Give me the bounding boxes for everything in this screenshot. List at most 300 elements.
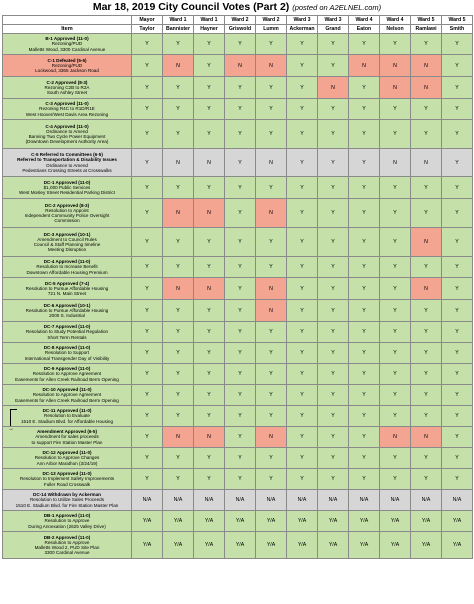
- vote-cell: Y: [287, 343, 318, 364]
- vote-cell: Y: [132, 406, 163, 427]
- item-cell: [3, 448, 132, 469]
- table-row: [3, 177, 473, 199]
- vote-cell: Y: [132, 427, 163, 448]
- vote-cell: Y/A: [442, 511, 473, 532]
- item-title: DC-6 Approved (10-1): [43, 302, 91, 308]
- table-row: [3, 300, 473, 322]
- item-title: DC-4 Approved (11-0): [43, 259, 91, 265]
- vote-cell: Y/A: [256, 511, 287, 532]
- vote-cell: Y: [349, 278, 380, 300]
- vote-cell: Y: [256, 385, 287, 406]
- vote-cell: Y: [318, 149, 349, 177]
- vote-cell: Y: [349, 34, 380, 55]
- vote-cell: Y: [318, 278, 349, 300]
- vote-cell: Y: [318, 177, 349, 199]
- vote-cell: Y: [349, 385, 380, 406]
- item-title: DC-13 Approved (11-0): [42, 471, 92, 477]
- vote-cell: Y: [287, 55, 318, 77]
- header-group-row: [3, 16, 473, 25]
- vote-cell: Y: [287, 322, 318, 343]
- vote-cell: N: [194, 199, 225, 228]
- vote-cell: Y: [163, 228, 194, 257]
- vote-cell: Y: [349, 99, 380, 120]
- vote-cell: N: [411, 228, 442, 257]
- item-description: Resolution to Pursue Affordable Housing: [25, 285, 109, 291]
- vote-cell: Y: [442, 120, 473, 149]
- vote-cell: Y: [318, 257, 349, 278]
- item-description: Resolution to Increase Benefit: [36, 264, 98, 270]
- vote-cell: Y: [380, 448, 411, 469]
- vote-cell: N: [194, 427, 225, 448]
- item-title: C-4 Approved (11-0): [45, 123, 89, 129]
- item-cell: [3, 55, 132, 77]
- header-member-name: Hayner: [194, 25, 225, 34]
- vote-cell: Y: [287, 199, 318, 228]
- table-row: [3, 34, 473, 55]
- vote-cell: N: [380, 427, 411, 448]
- vote-cell: Y: [194, 385, 225, 406]
- vote-cell: Y/A: [380, 532, 411, 559]
- item-description: 1510 E. Stadium Blvd. for Affordable Housing: [20, 418, 114, 424]
- vote-cell: Y/A: [380, 511, 411, 532]
- vote-cell: Y: [318, 427, 349, 448]
- vote-cell: Y: [442, 300, 473, 322]
- vote-cell: Y: [442, 177, 473, 199]
- vote-cell: Y/A: [349, 532, 380, 559]
- vote-cell: Y: [132, 300, 163, 322]
- vote-cell: Y: [256, 448, 287, 469]
- item-description: Ann Arbor Marathon (3/24/19): [36, 460, 98, 466]
- vote-cell: Y: [194, 406, 225, 427]
- item-description: Independent Community Police Oversight: [24, 213, 110, 218]
- vote-cell: Y: [442, 322, 473, 343]
- vote-cell: Y: [225, 364, 256, 385]
- header-member-name: Ramlawi: [411, 25, 442, 34]
- item-description: Rezoning/PUD: [51, 62, 83, 68]
- vote-cell: Y: [194, 120, 225, 149]
- item-description: Ordinance to Amend: [46, 162, 88, 168]
- vote-cell: Y: [256, 343, 287, 364]
- vote-cell: Y: [194, 99, 225, 120]
- vote-cell: Y: [349, 406, 380, 427]
- item-description: Amendment for sales proceeds: [35, 434, 99, 440]
- item-description: Downtown Affordable Housing Premium: [26, 269, 108, 275]
- vote-cell: Y: [442, 34, 473, 55]
- item-description: Meeting Disruption: [47, 247, 87, 253]
- vote-cell: Y: [442, 199, 473, 228]
- item-description: Resolution to Evaluate: [44, 413, 90, 419]
- vote-cell: Y/A: [132, 532, 163, 559]
- vote-cell: Y: [163, 385, 194, 406]
- vote-cell: Y: [380, 469, 411, 490]
- vote-cell: Y: [132, 177, 163, 199]
- vote-cell: Y: [411, 34, 442, 55]
- item-title: Amendment Approved (6-5): [36, 429, 98, 435]
- vote-cell: Y: [318, 469, 349, 490]
- item-cell: [3, 406, 132, 427]
- item-title: DC-14 Withdrawn by Ackerman: [33, 492, 101, 498]
- vote-cell: Y/A: [287, 511, 318, 532]
- vote-cell: Y: [380, 364, 411, 385]
- vote-cell: Y: [256, 469, 287, 490]
- vote-cell: Y: [163, 300, 194, 322]
- vote-cell: Y: [411, 385, 442, 406]
- vote-cell: Y: [163, 406, 194, 427]
- item-title: DC-5 Approved (7-4): [44, 280, 90, 286]
- vote-cell: Y/A: [442, 532, 473, 559]
- header-member-name: Grand: [318, 25, 349, 34]
- vote-cell: Y: [225, 448, 256, 469]
- item-title: DC-8 Approved (11-0): [43, 345, 91, 351]
- vote-cell: Y: [194, 343, 225, 364]
- vote-cell: Y: [194, 448, 225, 469]
- header-item: Item: [3, 25, 132, 34]
- vote-cell: Y: [132, 322, 163, 343]
- vote-cell: Y: [163, 469, 194, 490]
- title-source: (posted on A2ELNEL.com): [292, 3, 382, 12]
- vote-cell: Y: [225, 300, 256, 322]
- item-description: 3300 Cardinal Avenue: [44, 550, 90, 556]
- vote-cell: Y/A: [225, 532, 256, 559]
- vote-cell: Y: [132, 228, 163, 257]
- vote-cell: Y: [132, 278, 163, 300]
- vote-cell: N: [163, 149, 194, 177]
- item-description: Resolution to Pursue Affordable Housing: [25, 307, 109, 313]
- vote-cell: Y: [318, 448, 349, 469]
- vote-cell: Y: [194, 469, 225, 490]
- vote-cell: Y: [132, 448, 163, 469]
- vote-cell: Y: [194, 322, 225, 343]
- vote-cell: Y: [349, 448, 380, 469]
- item-cell: [3, 199, 132, 228]
- vote-cell: Y: [132, 77, 163, 99]
- vote-cell: Y: [349, 322, 380, 343]
- bracket-line: [10, 409, 17, 427]
- vote-cell: Y: [442, 99, 473, 120]
- vote-cell: Y: [287, 406, 318, 427]
- item-description: Amendment to Council Rules: [37, 236, 97, 242]
- header-ward: Ward 2: [256, 16, 287, 25]
- vote-cell: Y: [287, 257, 318, 278]
- vote-cell: Y: [318, 406, 349, 427]
- vote-cell: Y: [225, 257, 256, 278]
- vote-cell: N: [163, 278, 194, 300]
- vote-cell: Y: [411, 257, 442, 278]
- vote-cell: Y: [411, 322, 442, 343]
- vote-cell: Y: [349, 177, 380, 199]
- vote-cell: Y: [318, 364, 349, 385]
- table-row: [3, 278, 473, 300]
- table-row: [3, 228, 473, 257]
- vote-cell: Y: [256, 177, 287, 199]
- vote-cell: Y: [349, 77, 380, 99]
- table-row: [3, 364, 473, 385]
- item-cell: [3, 343, 132, 364]
- item-title: DC-9 Approved (11-0): [43, 366, 91, 372]
- vote-cell: N: [411, 278, 442, 300]
- table-row: [3, 120, 473, 149]
- item-cell: [3, 300, 132, 322]
- vote-cell: Y: [349, 257, 380, 278]
- header-ward: Ward 4: [349, 16, 380, 25]
- item-description: Rezoning C2B to R2A: [44, 84, 90, 90]
- header-ward: Ward 5: [442, 16, 473, 25]
- vote-cell: Y/A: [163, 532, 194, 559]
- vote-cell: N: [349, 55, 380, 77]
- vote-cell: Y: [225, 385, 256, 406]
- item-cell: [3, 120, 132, 149]
- item-cell: [3, 322, 132, 343]
- vote-cell: N/A: [225, 490, 256, 511]
- vote-cell: Y: [132, 55, 163, 77]
- arrow-icon: →: [8, 426, 14, 432]
- header-member-name: Ackerman: [287, 25, 318, 34]
- vote-cell: Y: [132, 343, 163, 364]
- vote-cell: N: [411, 427, 442, 448]
- header-member-name: Eaton: [349, 25, 380, 34]
- header-blank: [3, 16, 132, 25]
- vote-cell: N: [256, 278, 287, 300]
- vote-cell: Y: [349, 149, 380, 177]
- vote-cell: Y: [349, 199, 380, 228]
- vote-cell: Y: [225, 149, 256, 177]
- item-cell: [3, 228, 132, 257]
- vote-cell: Y: [380, 120, 411, 149]
- item-cell: [3, 257, 132, 278]
- vote-cell: N: [225, 55, 256, 77]
- item-title: B-1 Approved (11-0): [45, 36, 89, 42]
- table-row: [3, 469, 473, 490]
- vote-cell: Y: [442, 406, 473, 427]
- vote-cell: Y: [256, 34, 287, 55]
- vote-cell: N: [256, 427, 287, 448]
- vote-cell: N/A: [194, 490, 225, 511]
- item-title: DC-11 Approved (11-0): [42, 408, 92, 414]
- vote-cell: Y: [318, 120, 349, 149]
- vote-cell: Y: [287, 385, 318, 406]
- header-ward: Ward 1: [194, 16, 225, 25]
- vote-cell: Y: [225, 406, 256, 427]
- vote-cell: Y/A: [225, 511, 256, 532]
- vote-cell: Y: [287, 149, 318, 177]
- vote-cell: Y: [287, 228, 318, 257]
- vote-cell: Y/A: [287, 532, 318, 559]
- item-description: Resolution to Approve: [44, 539, 90, 545]
- vote-cell: Y: [132, 34, 163, 55]
- vote-cell: N: [194, 278, 225, 300]
- table-row: [3, 490, 473, 511]
- title-text: Mar 18, 2019 City Council Votes (Part 2): [92, 1, 290, 13]
- vote-cell: Y: [411, 448, 442, 469]
- vote-cell: Y/A: [194, 532, 225, 559]
- item-title: DB-1 Approved (11-0): [43, 513, 91, 519]
- vote-cell: Y: [442, 77, 473, 99]
- vote-cell: N/A: [287, 490, 318, 511]
- header-ward: Ward 1: [163, 16, 194, 25]
- item-title: DC-2 Approved (8-3): [44, 202, 90, 208]
- vote-cell: Y: [225, 469, 256, 490]
- item-cell: [3, 177, 132, 199]
- table-row: [3, 406, 473, 427]
- header-ward: Ward 4: [380, 16, 411, 25]
- item-description: Resolution to Appoint: [45, 207, 89, 213]
- vote-cell: N/A: [318, 490, 349, 511]
- vote-cell: Y: [225, 99, 256, 120]
- item-description: Ordinance to Amend: [46, 128, 88, 134]
- item-description: South Ashley Street: [46, 90, 88, 96]
- vote-cell: Y: [318, 228, 349, 257]
- vote-cell: Y/A: [132, 511, 163, 532]
- vote-cell: Y: [349, 427, 380, 448]
- header-member-name: Bannister: [163, 25, 194, 34]
- vote-cell: Y: [442, 55, 473, 77]
- item-cell: [3, 278, 132, 300]
- item-description: 2000 S. Industrial: [49, 313, 85, 319]
- vote-cell: N: [411, 77, 442, 99]
- vote-cell: Y: [411, 364, 442, 385]
- vote-cell: N: [380, 77, 411, 99]
- vote-cell: Y: [194, 364, 225, 385]
- vote-cell: Y: [349, 300, 380, 322]
- item-description: Rezoning R4C to R1D/R1E: [39, 106, 95, 112]
- item-cell: [3, 469, 132, 490]
- vote-cell: Y: [287, 34, 318, 55]
- vote-cell: Y: [318, 343, 349, 364]
- item-cell: [3, 427, 132, 448]
- vote-cell: N: [256, 300, 287, 322]
- vote-cell: Y: [411, 300, 442, 322]
- vote-cell: Y: [163, 99, 194, 120]
- vote-cell: Y: [442, 343, 473, 364]
- vote-cell: Y: [442, 427, 473, 448]
- item-description: Resolution to Approve: [44, 518, 90, 524]
- vote-cell: Y: [287, 177, 318, 199]
- item-description: $1,000 Public Services: [43, 184, 91, 190]
- vote-cell: Y: [318, 34, 349, 55]
- vote-cell: Y: [380, 99, 411, 120]
- header-member-name: Lumm: [256, 25, 287, 34]
- vote-cell: Y: [287, 77, 318, 99]
- item-cell: [3, 99, 132, 120]
- vote-cell: Y: [163, 77, 194, 99]
- item-description: International Transgender Day of Visibility: [24, 355, 110, 361]
- item-description: Short Term Rentals: [47, 334, 87, 340]
- vote-cell: Y: [380, 278, 411, 300]
- vote-cell: Y: [256, 364, 287, 385]
- item-description: Resolution to Study Potential Regulation: [25, 329, 109, 335]
- vote-cell: N/A: [411, 490, 442, 511]
- vote-cell: N: [163, 55, 194, 77]
- vote-cell: N: [380, 55, 411, 77]
- votes-table: [2, 15, 473, 559]
- vote-cell: Y: [132, 385, 163, 406]
- vote-cell: Y: [318, 199, 349, 228]
- vote-cell: N: [163, 427, 194, 448]
- vote-cell: N/A: [442, 490, 473, 511]
- item-title: DC-3 Approved (10-1): [43, 231, 91, 237]
- vote-cell: N/A: [256, 490, 287, 511]
- vote-cell: N/A: [163, 490, 194, 511]
- vote-cell: Y: [287, 278, 318, 300]
- vote-cell: Y: [442, 278, 473, 300]
- item-description: Resolution to Support: [44, 350, 90, 356]
- item-cell: [3, 149, 132, 177]
- header-ward: Mayor: [132, 16, 163, 25]
- vote-cell: Y/A: [411, 511, 442, 532]
- item-cell: [3, 511, 132, 532]
- vote-cell: Y: [163, 177, 194, 199]
- table-row: [3, 448, 473, 469]
- item-title: DC-12 Approved (11-0): [42, 450, 92, 456]
- vote-cell: Y: [163, 34, 194, 55]
- item-description: Malletts Wood, 3300 Cardinal Avenue: [28, 46, 106, 52]
- table-row: [3, 343, 473, 364]
- header-ward: Ward 5: [411, 16, 442, 25]
- vote-cell: Y: [163, 257, 194, 278]
- table-row: [3, 427, 473, 448]
- item-description: Rezoning/PUD: [51, 41, 83, 47]
- vote-cell: Y: [287, 99, 318, 120]
- vote-cell: Y: [411, 406, 442, 427]
- vote-cell: Y: [380, 406, 411, 427]
- vote-cell: Y: [225, 199, 256, 228]
- item-description: Resolution to Approve Agreement: [32, 392, 102, 398]
- item-description: Resolution to Implement Safety Improvements: [19, 476, 115, 482]
- table-row: [3, 257, 473, 278]
- item-description: 1510 E. Stadium Blvd. for Fire Station Master Plan: [15, 502, 119, 508]
- page-title: [0, 0, 474, 15]
- item-title: C-2 Approved (8-3): [46, 79, 88, 85]
- item-description: (Downtown Development Authority Area): [25, 139, 109, 145]
- item-cell: [3, 532, 132, 559]
- vote-cell: N: [163, 199, 194, 228]
- vote-cell: Y: [411, 343, 442, 364]
- vote-cell: Y: [349, 364, 380, 385]
- item-description: Fuller Road Crosswalk: [43, 481, 91, 487]
- vote-cell: Y: [225, 34, 256, 55]
- vote-cell: N: [256, 199, 287, 228]
- vote-cell: Y: [442, 469, 473, 490]
- item-description: Easements for Allen Creek Railroad Berm Opening: [15, 376, 119, 382]
- item-cell: [3, 385, 132, 406]
- vote-cell: N: [256, 55, 287, 77]
- vote-cell: Y/A: [411, 532, 442, 559]
- item-description: Malletts Wood 2, PUD Site Plan: [34, 545, 100, 550]
- table-row: [3, 99, 473, 120]
- item-description: Council & Staff Planning timeline: [33, 242, 101, 247]
- vote-cell: Y: [380, 322, 411, 343]
- vote-cell: Y/A: [256, 532, 287, 559]
- item-description: West Hoover/West Davis Area Rezoning: [25, 111, 109, 117]
- item-title-secondary: Referred to Transportation & Disability Issues: [17, 157, 117, 163]
- vote-cell: Y: [287, 469, 318, 490]
- vote-cell: Y: [256, 120, 287, 149]
- vote-cell: Y: [132, 120, 163, 149]
- item-description: Commission: [54, 218, 80, 224]
- vote-cell: Y: [349, 469, 380, 490]
- vote-cell: Y: [256, 228, 287, 257]
- vote-cell: Y: [411, 177, 442, 199]
- item-title: DC-7 Approved (11-0): [43, 324, 91, 330]
- vote-cell: N/A: [349, 490, 380, 511]
- vote-cell: Y: [318, 322, 349, 343]
- header-member-name: Griswold: [225, 25, 256, 34]
- vote-cell: Y: [442, 385, 473, 406]
- vote-cell: Y: [132, 257, 163, 278]
- item-title: DC-10 Approved (11-0): [42, 387, 92, 393]
- vote-cell: Y: [318, 55, 349, 77]
- vote-cell: Y: [442, 448, 473, 469]
